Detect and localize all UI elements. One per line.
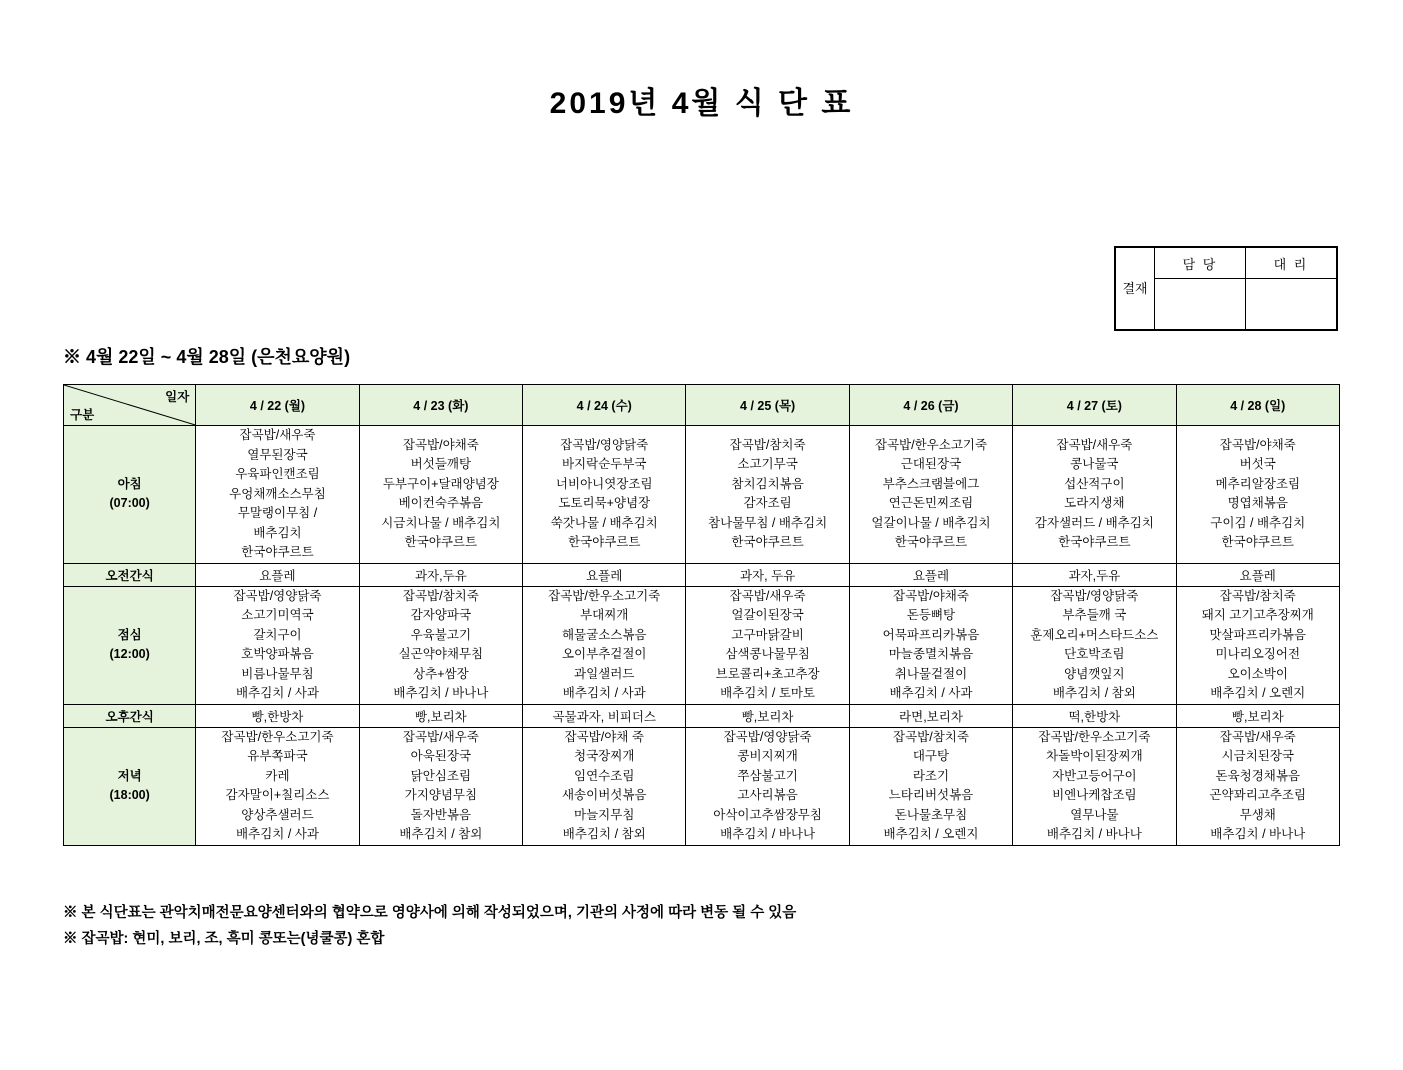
approval-stamp-box (1114, 246, 1338, 331)
meal-cell-dinner-6: 잡곡밥/새우죽 시금치된장국 돈육청경채볶음 곤약꽈리고추조림 무생채 배추김치 / 바나나 (1176, 727, 1339, 845)
snack-cell-morning-2: 요플레 (523, 563, 686, 586)
row-label-morning-snack: 오전간식 (64, 563, 196, 586)
row-label-dinner-name: 저녁 (117, 769, 142, 783)
approval-column-2: 대 리 (1246, 248, 1337, 279)
corner-type-label: 구분 (70, 408, 95, 422)
table-corner-header (64, 385, 196, 426)
snack-cell-afternoon-5: 떡,한방차 (1013, 704, 1176, 727)
snack-cell-morning-0: 요플레 (196, 563, 359, 586)
day-header-6: 4 / 28 (일) (1176, 385, 1339, 426)
meal-cell-breakfast-4: 잡곡밥/한우소고기죽 근대된장국 부추스크램블에그 연근돈민찌조림 얼갈이나물 / 배추김치 한국야쿠르트 (849, 426, 1012, 564)
meal-cell-breakfast-0: 잡곡밥/새우죽 열무된장국 우육파인캔조림 우엉채깨소스무침 무말랭이무침 / 배추김치 한국야쿠르트 (196, 426, 359, 564)
meal-cell-breakfast-6: 잡곡밥/야채죽 버섯국 메추리알장조림 명엽채볶음 구이김 / 배추김치 한국야쿠르트 (1176, 426, 1339, 564)
meal-cell-dinner-2: 잡곡밥/야채 죽 청국장찌개 임연수조림 새송이버섯볶음 마늘지무침 배추김치 / 참외 (523, 727, 686, 845)
meal-cell-lunch-3: 잡곡밥/새우죽 얼갈이된장국 고구마닭갈비 삼색콩나물무침 브로콜리+초고추장 배추김치 / 토마토 (686, 586, 849, 704)
row-label-dinner (64, 727, 196, 845)
row-label-breakfast-time: (07:00) (109, 496, 150, 511)
meal-cell-breakfast-1: 잡곡밥/야채죽 버섯들깨탕 두부구이+달래양념장 베이컨숙주볶음 시금치나물 / 배추김치 한국야쿠르트 (359, 426, 522, 564)
row-label-lunch-time: (12:00) (109, 647, 150, 661)
menu-document-page (0, 78, 1403, 1070)
meal-cell-lunch-5: 잡곡밥/영양닭죽 부추들깨 국 훈제오리+머스타드소스 단호박조림 양념깻잎지 배추김치 / 참외 (1013, 586, 1176, 704)
meal-cell-breakfast-2: 잡곡밥/영양닭죽 바지락순두부국 너비아니엿장조림 도토리묵+양념장 쑥갓나물 / 배추김치 한국야쿠르트 (523, 426, 686, 564)
day-header-1: 4 / 23 (화) (359, 385, 522, 426)
row-label-lunch-name: 점심 (117, 628, 142, 642)
table-row-afternoon-snack (64, 704, 1340, 727)
table-row-morning-snack (64, 563, 1340, 586)
meal-cell-lunch-2: 잡곡밥/한우소고기죽 부대찌개 해물굴소스볶음 오이부추겉절이 과일샐러드 배추김치 / 사과 (523, 586, 686, 704)
snack-cell-afternoon-4: 라면,보리차 (849, 704, 1012, 727)
snack-cell-afternoon-6: 빵,보리차 (1176, 704, 1339, 727)
footnotes (63, 900, 796, 952)
meal-cell-breakfast-5: 잡곡밥/새우죽 콩나물국 섭산적구이 도라지생채 감자샐러드 / 배추김치 한국야쿠르트 (1013, 426, 1176, 564)
snack-cell-afternoon-2: 곡물과자, 비피더스 (523, 704, 686, 727)
snack-cell-morning-4: 요플레 (849, 563, 1012, 586)
day-header-5: 4 / 27 (토) (1013, 385, 1176, 426)
row-label-dinner-time: (18:00) (109, 788, 150, 802)
meal-cell-dinner-5: 잡곡밥/한우소고기죽 차돌박이된장찌개 자반고등어구이 비엔나케찹조림 열무나물 배추김치 / 바나나 (1013, 727, 1176, 845)
snack-cell-morning-3: 과자, 두유 (686, 563, 849, 586)
snack-cell-morning-6: 요플레 (1176, 563, 1339, 586)
row-label-breakfast (64, 426, 196, 564)
row-label-breakfast-name: 아침 (117, 477, 142, 492)
snack-cell-afternoon-3: 빵,보리차 (686, 704, 849, 727)
meal-cell-dinner-0: 잡곡밥/한우소고기죽 유부쪽파국 카레 감자말이+칠리소스 양상추샐러드 배추김치 / 사과 (196, 727, 359, 845)
day-header-3: 4 / 25 (목) (686, 385, 849, 426)
table-row-breakfast (64, 426, 1340, 564)
page-title: 2019년 4월 식 단 표 (549, 87, 854, 120)
period-heading: ※ 4월 22일 ~ 4월 28일 (은천요양원) (63, 347, 351, 367)
meal-cell-dinner-3: 잡곡밥/영양닭죽 콩비지찌개 쭈삼불고기 고사리볶음 아삭이고추쌈장무침 배추김치 / 바나나 (686, 727, 849, 845)
meal-cell-lunch-1: 잡곡밥/참치죽 감자양파국 우육불고기 실곤약야채무침 상추+쌈장 배추김치 / 바나나 (359, 586, 522, 704)
snack-cell-afternoon-1: 빵,보리차 (359, 704, 522, 727)
row-label-lunch (64, 586, 196, 704)
approval-value-1 (1155, 279, 1246, 330)
meal-cell-dinner-1: 잡곡밥/새우죽 아욱된장국 닭안심조림 가지양념무침 돌자반볶음 배추김치 / 참외 (359, 727, 522, 845)
approval-value-2 (1246, 279, 1337, 330)
meal-cell-lunch-4: 잡곡밥/야채죽 돈등뼈탕 어묵파프리카볶음 마늘종멸치볶음 취나물겉절이 배추김치 / 사과 (849, 586, 1012, 704)
meal-cell-dinner-4: 잡곡밥/참치죽 대구탕 라조기 느타리버섯볶음 돈나물초무침 배추김치 / 오렌지 (849, 727, 1012, 845)
meal-cell-lunch-0: 잡곡밥/영양닭죽 소고기미역국 갈치구이 호박양파볶음 비름나물무침 배추김치 / 사과 (196, 586, 359, 704)
day-header-2: 4 / 24 (수) (523, 385, 686, 426)
snack-cell-morning-1: 과자,두유 (359, 563, 522, 586)
snack-cell-morning-5: 과자,두유 (1013, 563, 1176, 586)
table-row-lunch (64, 586, 1340, 704)
corner-date-label: 일자 (165, 390, 190, 404)
meal-cell-breakfast-3: 잡곡밥/참치죽 소고기무국 참치김치볶음 감자조림 참나물무침 / 배추김치 한국야쿠르트 (686, 426, 849, 564)
day-header-4: 4 / 26 (금) (849, 385, 1012, 426)
footnote-1: ※ 본 식단표는 관악치매전문요양센터와의 협약으로 영양사에 의해 작성되었으며, 기관의 사정에 따라 변동 될 수 있음 (63, 905, 797, 921)
snack-cell-afternoon-0: 빵,한방차 (196, 704, 359, 727)
meal-cell-lunch-6: 잡곡밥/참치죽 돼지 고기고추장찌개 맛살파프리카볶음 미나리오징어전 오이소박이 배추김치 / 오렌지 (1176, 586, 1339, 704)
row-label-afternoon-snack: 오후간식 (64, 704, 196, 727)
approval-column-1: 담 당 (1155, 248, 1246, 279)
approval-label: 결재 (1116, 248, 1155, 330)
footnote-2: ※ 잡곡밥: 현미, 보리, 조, 흑미 콩또는(녕쿨콩) 혼합 (63, 931, 385, 947)
menu-table (63, 384, 1340, 846)
day-header-0: 4 / 22 (월) (196, 385, 359, 426)
table-row-dinner (64, 727, 1340, 845)
